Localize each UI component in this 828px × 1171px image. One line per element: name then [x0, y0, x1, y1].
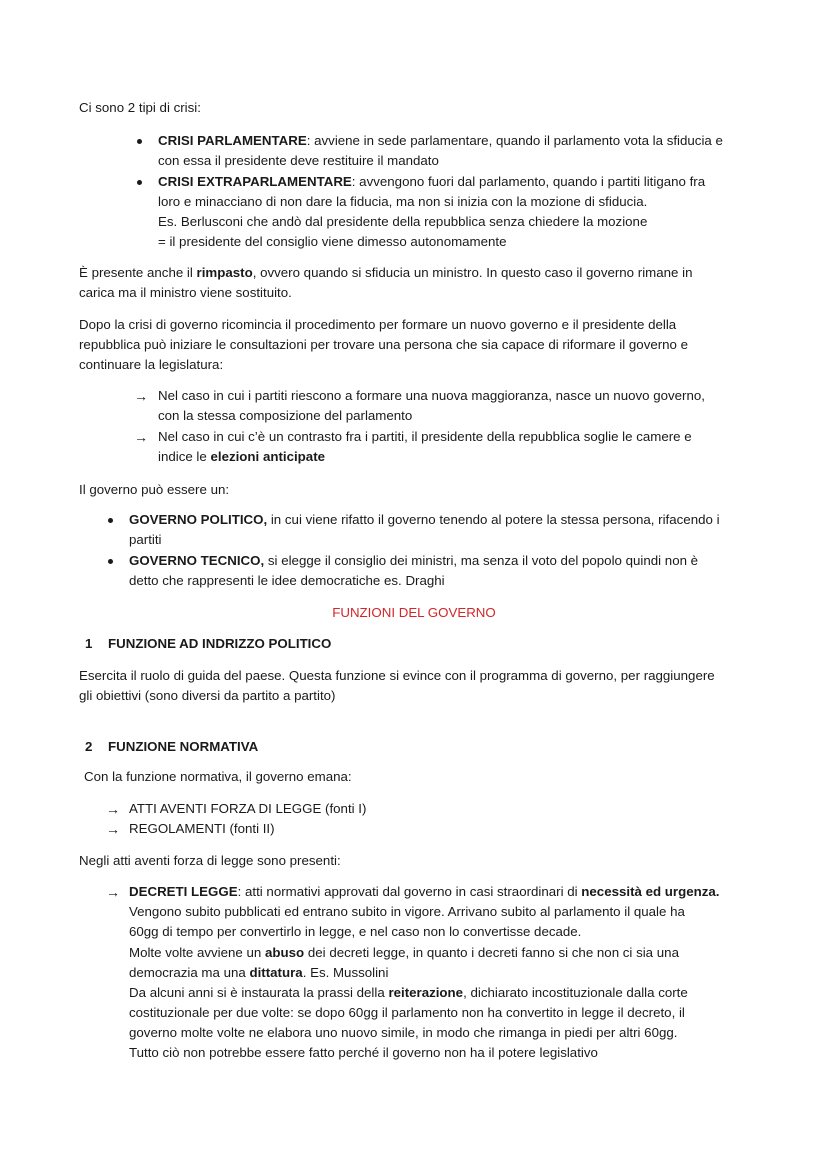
dopo-line1: Dopo la crisi di governo ricomincia il procedimento per formare un nuovo governo e il presidente della	[79, 317, 677, 332]
section-heading: FUNZIONI DEL GOVERNO	[332, 605, 496, 620]
crisi-extra-line2: loro e minacciano di non dare la fiducia, ma non si inizia con la mozione di sfiducia.	[158, 194, 648, 209]
crisi-extraparlamentare: CRISI EXTRAPARLAMENTARE: avvengono fuori dal parlamento, quando i partiti litigano fra	[158, 174, 706, 189]
arrow-icon: →	[106, 801, 120, 817]
atti-item: ATTI AVENTI FORZA DI LEGGE (fonti I)	[129, 801, 367, 816]
dopo-line2: repubblica può iniziare le consultazioni per trovare una persona che sia capace di riformare il governo e	[79, 337, 689, 352]
rimpasto-line2: carica ma il ministro viene sostituito.	[79, 285, 292, 300]
arrow-icon: →	[106, 884, 120, 900]
decreti-line9: Tutto ciò non potrebbe essere fatto perché il governo non ha il potere legislativo	[129, 1045, 598, 1060]
arrow-icon: →	[134, 429, 148, 445]
section-title: FUNZIONE NORMATIVA	[108, 739, 259, 754]
bullet-dot	[137, 180, 142, 185]
section-number: 2	[85, 739, 93, 754]
crisi-parlamentare-line2: con essa il presidente deve restituire il mandato	[158, 153, 439, 168]
decreti-line5: democrazia ma una dittatura. Es. Mussolini	[129, 965, 389, 980]
esito1-line1: Nel caso in cui i partiti riescono a formare una nuova maggioranza, nasce un nuovo governo,	[158, 388, 705, 403]
negli-text: Negli atti aventi forza di legge sono presenti:	[79, 853, 341, 868]
bullet-dot	[137, 139, 142, 144]
section-number: 1	[85, 636, 93, 651]
bullet-dot	[108, 518, 113, 523]
intro-text: Ci sono 2 tipi di crisi:	[79, 100, 201, 115]
sec1-line1: Esercita il ruolo di guida del paese. Questa funzione si evince con il programma di governo, per raggiungere	[79, 668, 715, 683]
esito1-line2: con la stessa composizione del parlamento	[158, 408, 413, 423]
decreti-line6: Da alcuni anni si è instaurata la prassi della reiterazione, dichiarato incostituzionale dalla corte	[129, 985, 688, 1000]
decreti-line8: governo molte volte ne elabora uno nuovo simile, in modo che rimanga in piedi per altri 60gg.	[129, 1025, 678, 1040]
esito2-line1: Nel caso in cui c’è un contrasto fra i partiti, il presidente della repubblica soglie le camere e	[158, 429, 692, 444]
sec1-line2: gli obiettivi (sono diversi da partito a partito)	[79, 688, 336, 703]
crisi-parlamentare: CRISI PARLAMENTARE: avviene in sede parlamentare, quando il parlamento vota la sfiducia e	[158, 133, 723, 148]
decreti-line7: costituzionale per due volte: se dopo 60gg il parlamento non ha convertito in legge il decreto, il	[129, 1005, 685, 1020]
governo-politico: GOVERNO POLITICO, in cui viene rifatto il governo tenendo al potere la stessa persona, rifacendo i	[129, 512, 720, 527]
section-title: FUNZIONE AD INDRIZZO POLITICO	[108, 636, 332, 651]
atti-item: REGOLAMENTI (fonti II)	[129, 821, 275, 836]
governo-politico-line2: partiti	[129, 532, 162, 547]
decreti-line1: DECRETI LEGGE: atti normativi approvati dal governo in casi straordinari di necessità ed urgenza.	[129, 884, 720, 899]
decreti-line2: Vengono subito pubblicati ed entrano subito in vigore. Arrivano subito al parlamento il quale ha	[129, 904, 685, 919]
dopo-line3: continuare la legislatura:	[79, 357, 224, 372]
bullet-dot	[108, 559, 113, 564]
decreti-line4: Molte volte avviene un abuso dei decreti legge, in quanto i decreti fanno si che non ci sia una	[129, 945, 679, 960]
rimpasto-line1: È presente anche il rimpasto, ovvero quando si sfiducia un ministro. In questo caso il governo rimane in	[79, 265, 693, 280]
esito2-line2: indice le elezioni anticipate	[158, 449, 326, 464]
governo-tecnico-line2: detto che rappresenti le idee democratiche es. Draghi	[129, 573, 445, 588]
arrow-icon: →	[134, 388, 148, 404]
governo-intro: Il governo può essere un:	[79, 482, 230, 497]
crisi-extra-line3: Es. Berlusconi che andò dal presidente della repubblica senza chiedere la mozione	[158, 214, 648, 229]
crisi-extra-line4: = il presidente del consiglio viene dimesso autonomamente	[158, 234, 507, 249]
decreti-line3: 60gg di tempo per convertirlo in legge, e nel caso non lo convertisse decade.	[129, 924, 582, 939]
arrow-icon: →	[106, 821, 120, 837]
sec2-intro: Con la funzione normativa, il governo emana:	[84, 769, 352, 784]
governo-tecnico: GOVERNO TECNICO, si elegge il consiglio dei ministri, ma senza il voto del popolo quindi non è	[129, 553, 699, 568]
